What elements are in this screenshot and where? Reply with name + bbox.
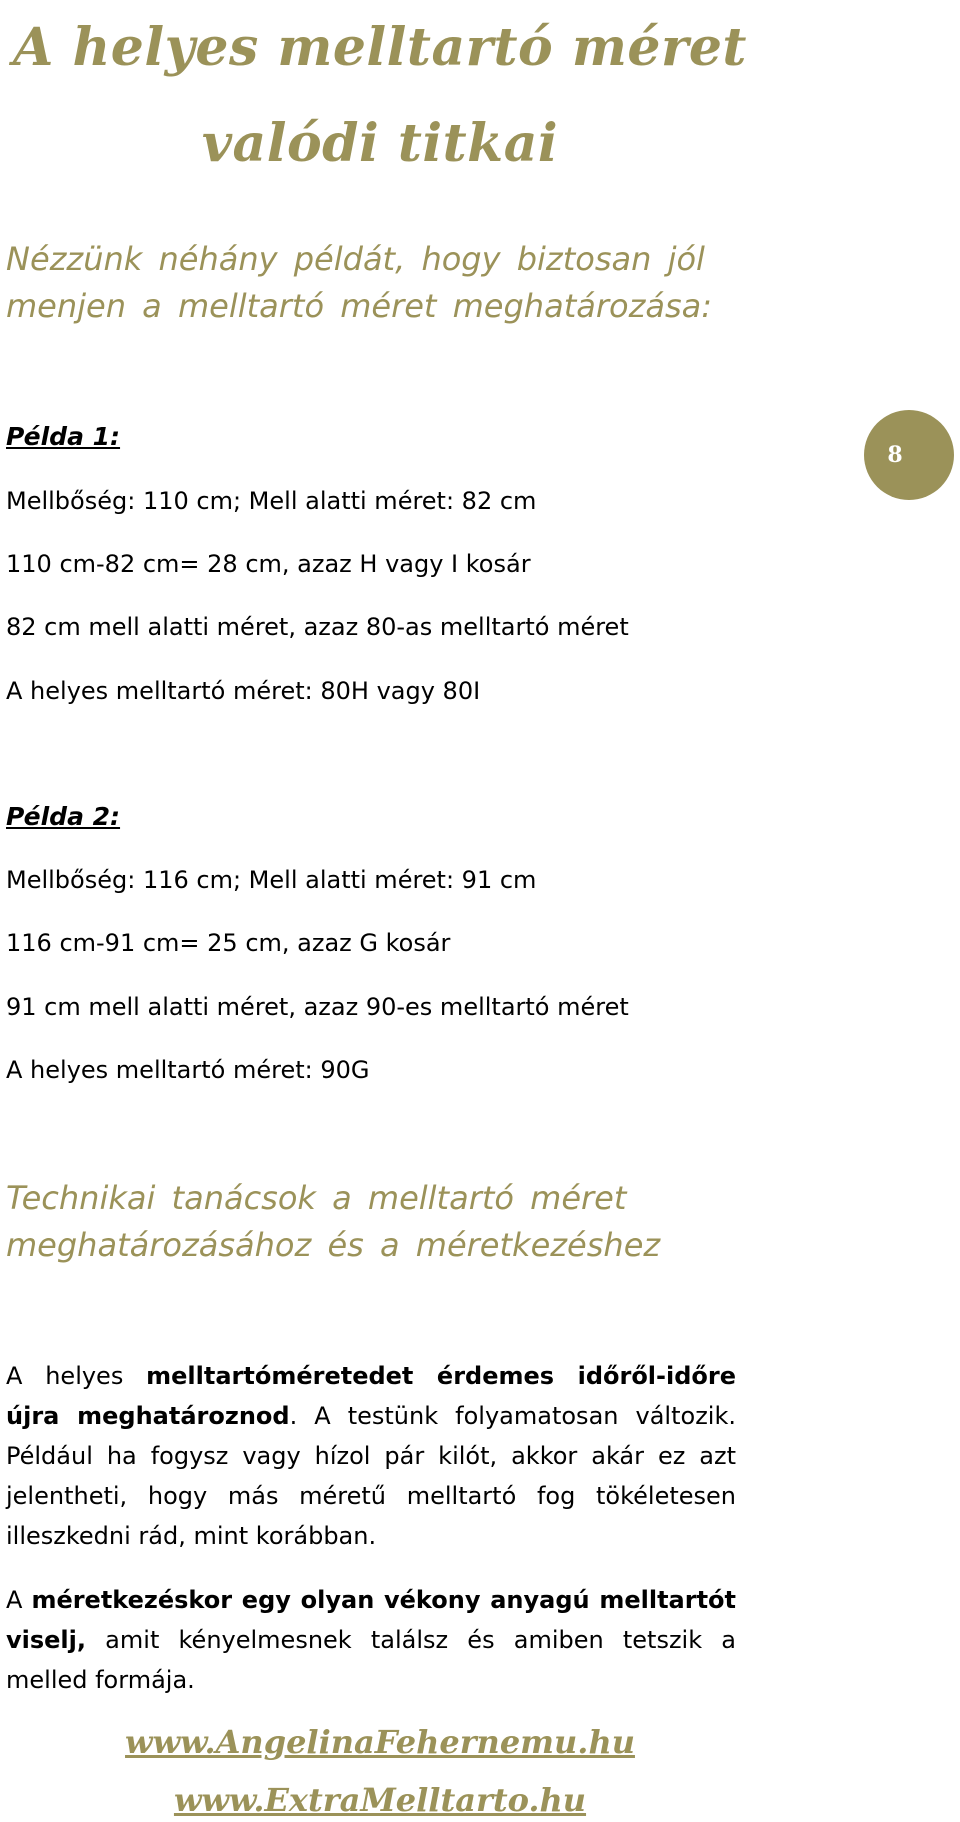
paragraph-resize <box>6 1356 736 1556</box>
tips-line-2: meghatározásához és a méretkezéshez <box>6 1226 661 1264</box>
page-title <box>0 0 760 192</box>
tips-line-1: Technikai tanácsok a melltartó méret <box>6 1179 627 1217</box>
page-number: 8 <box>887 442 903 468</box>
footer-link-angelina[interactable]: www.AngelinaFehernemu.hu <box>125 1723 635 1761</box>
example-1-line-1: Mellbőség: 110 cm; Mell alatti méret: 82 cm <box>6 487 537 515</box>
example-1-line-3: 82 cm mell alatti méret, azaz 80-as melltartó méret <box>6 613 629 641</box>
paragraph-2-bold: méretkezéskor egy olyan vékony anyagú melltartót viselj, <box>6 1586 737 1654</box>
example-2-heading: Példa 2: <box>6 802 121 831</box>
page-number-badge <box>864 410 954 500</box>
intro-heading <box>6 236 746 330</box>
paragraph-2-text-a: A <box>6 1586 32 1614</box>
example-1-line-2: 110 cm-82 cm= 28 cm, azaz H vagy I kosár <box>6 550 531 578</box>
title-line-1: A helyes melltartó méret <box>13 17 747 78</box>
paragraph-1-text-a: A helyes <box>6 1362 147 1390</box>
intro-line-1: Nézzünk néhány példát, hogy biztosan jól <box>6 240 705 278</box>
tips-heading <box>6 1175 746 1269</box>
intro-line-2: menjen a melltartó méret meghatározása: <box>6 287 713 325</box>
example-2-line-4: A helyes melltartó méret: 90G <box>6 1056 370 1084</box>
title-line-2: valódi titkai <box>201 113 559 174</box>
paragraph-1-text-b: . A testünk folyamatosan változik. Például ha fogysz vagy hízol pár kilót, akkor akár ez azt jelentheti, hogy más méretű melltartó fog tökéletesen illeszkedni rád, mint korábban. <box>6 1402 736 1550</box>
example-2-line-1: Mellbőség: 116 cm; Mell alatti méret: 91 cm <box>6 866 537 894</box>
example-2-line-2: 116 cm-91 cm= 25 cm, azaz G kosár <box>6 929 451 957</box>
paragraph-1-bold: melltartóméretedet érdemes időről-időre újra meghatároznod <box>6 1362 736 1430</box>
example-2-line-3: 91 cm mell alatti méret, azaz 90-es melltartó méret <box>6 993 629 1021</box>
paragraph-2-text-b: amit kényelmesnek találsz és amiben tetszik a melled formája. <box>6 1626 736 1694</box>
example-1-line-4: A helyes melltartó méret: 80H vagy 80I <box>6 677 481 705</box>
example-1-heading: Példa 1: <box>6 422 121 451</box>
paragraph-fitting <box>6 1580 736 1700</box>
footer-link-extramelltarto[interactable]: www.ExtraMelltarto.hu <box>173 1781 587 1819</box>
